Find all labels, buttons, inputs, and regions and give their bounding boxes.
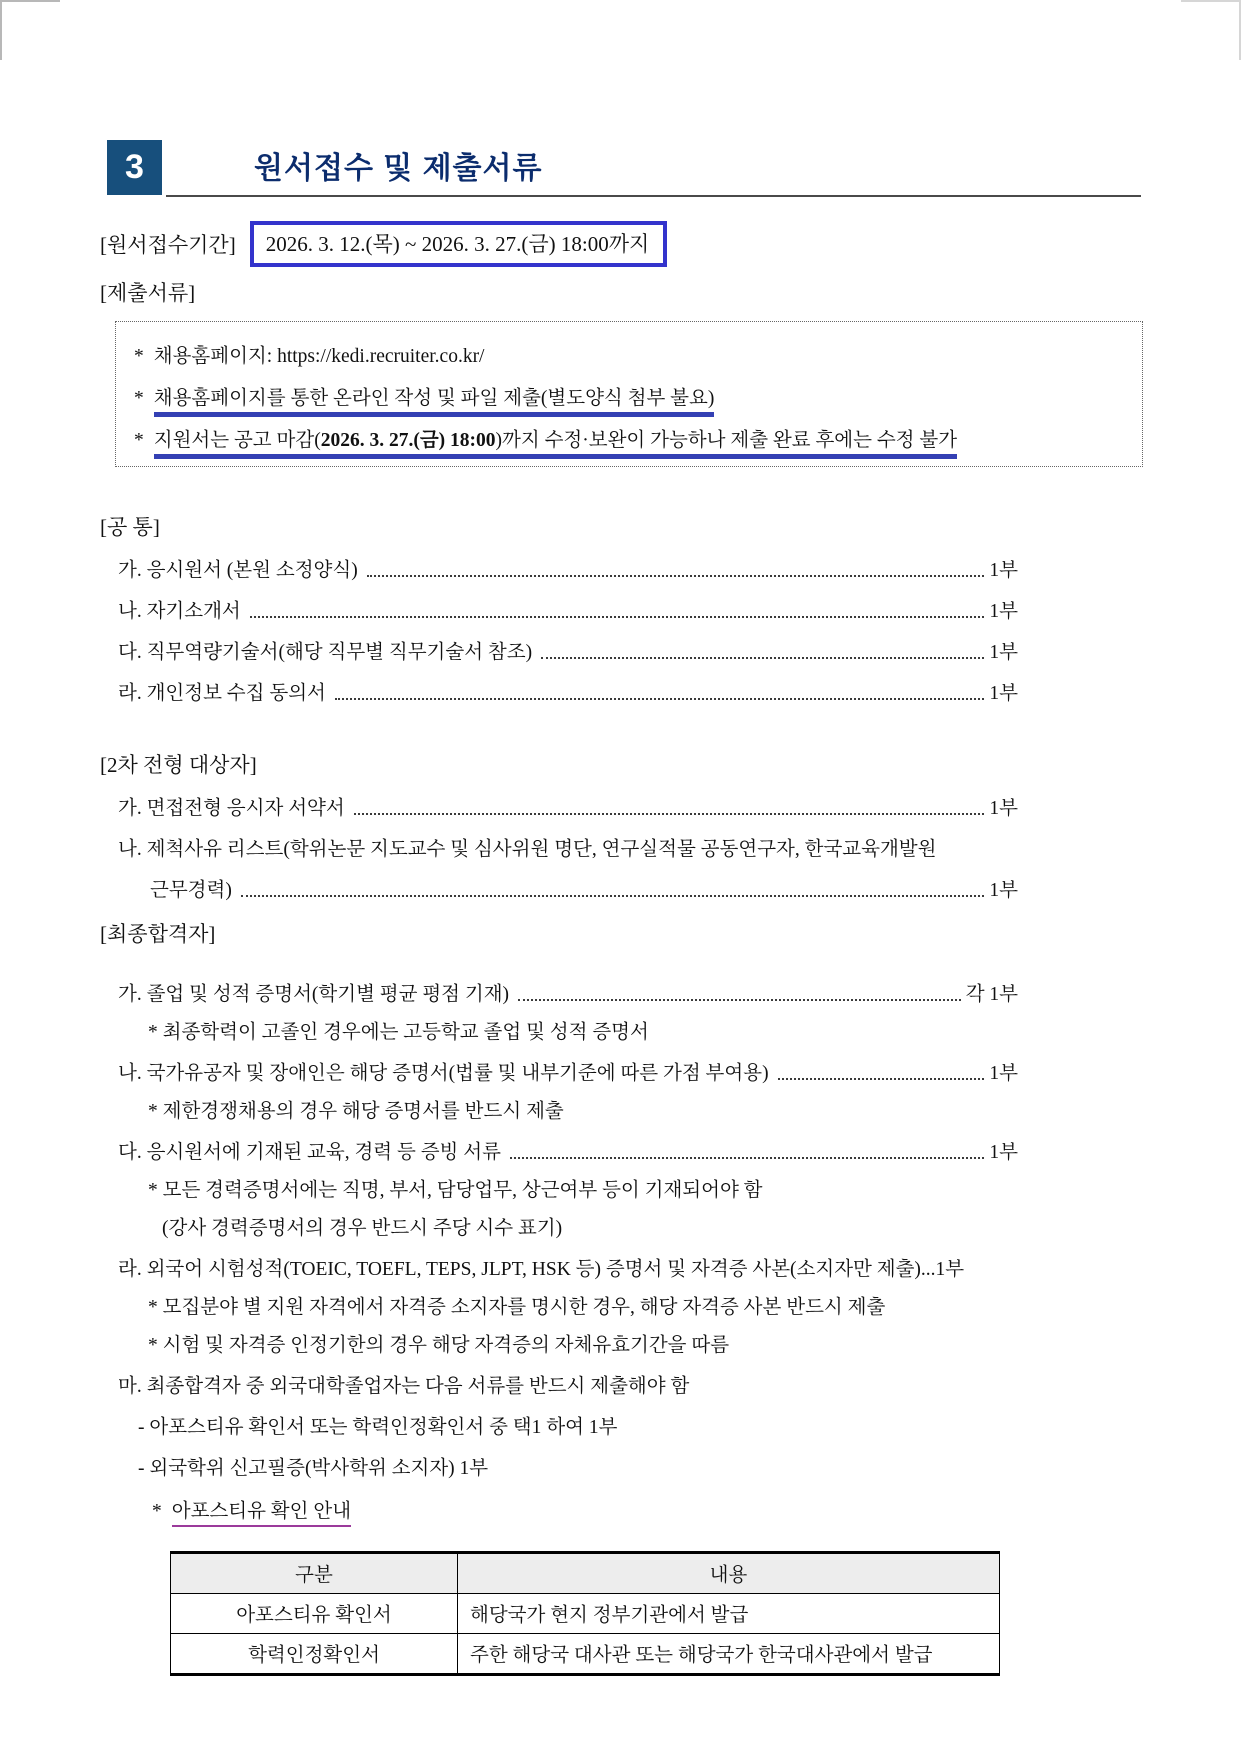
item-note: * 시험 및 자격증 인정기한의 경우 해당 자격증의 자체유효기간을 따름 (148, 1335, 730, 1356)
dot-leader (541, 657, 984, 659)
dot-leader (250, 616, 985, 618)
table-cell-desc: 해당국가 현지 정부기관에서 발급 (458, 1594, 1000, 1634)
item-note: * 모집분야 별 지원 자격에서 자격증 소지자를 명시한 경우, 해당 자격증 사본 반드시 제출 (148, 1297, 886, 1318)
notice-online-line (134, 382, 1132, 410)
item-note: * 모든 경력증명서에는 직명, 부서, 담당업무, 상근여부 등이 기재되어야 함 (148, 1180, 763, 1201)
document-item: 마. 최종합격자 중 외국대학졸업자는 다음 서류를 반드시 제출해야 함 (118, 1376, 690, 1397)
section-title: 원서접수 및 제출서류 (254, 151, 543, 185)
bullet-asterisk: * (134, 430, 144, 451)
table-row (171, 1594, 1000, 1634)
dot-leader (241, 895, 985, 897)
bullet-asterisk: * (152, 1501, 162, 1522)
section-final-title: [최종합격자] (100, 922, 216, 946)
document-item: 가. 면접전형 응시자 서약서 1부 (118, 798, 1018, 819)
item-dash-option: - 아포스티유 확인서 또는 학력인정확인서 중 택1 하여 1부 (138, 1417, 618, 1438)
table-header-row (171, 1553, 1000, 1594)
notice-deadline-line (134, 424, 1132, 452)
table-row (171, 1634, 1000, 1675)
item-note: (강사 경력증명서의 경우 반드시 주당 시수 표기) (162, 1218, 563, 1239)
item-dash-option: - 외국학위 신고필증(박사학위 소지자) 1부 (138, 1458, 489, 1479)
bullet-asterisk: * (134, 346, 144, 367)
document-item-wrapped-line1: 나. 제척사유 리스트(학위논문 지도교수 및 심사위원 명단, 연구실적물 공동연구자, 한국교육개발원 (118, 839, 937, 860)
notice-box (115, 321, 1143, 467)
section-header (107, 140, 1141, 197)
document-item: 나. 국가유공자 및 장애인은 해당 증명서(법률 및 내부기준에 따른 가점 부여용) 1부 (118, 1063, 1018, 1084)
document-item: 가. 졸업 및 성적 증명서(학기별 평균 평점 기재) 각 1부 (118, 984, 1018, 1005)
document-item: 다. 직무역량기술서(해당 직무별 직무기술서 참조) 1부 (118, 642, 1018, 663)
apostille-guide-line (152, 1495, 1018, 1523)
section-second-round (100, 749, 1018, 902)
dot-leader (778, 1078, 985, 1080)
notice-online-text: 채용홈페이지를 통한 온라인 작성 및 파일 제출(별도양식 첨부 불요) (154, 388, 715, 417)
recruit-homepage-link[interactable]: https://kedi.recruiter.co.kr/ (277, 346, 485, 367)
dot-leader (335, 698, 985, 700)
document-item: 다. 응시원서에 기재된 교육, 경력 등 증빙 서류 1부 (118, 1142, 1018, 1163)
dot-leader (367, 575, 985, 577)
page-corner-mark-left (0, 0, 60, 60)
section-title-rule (166, 140, 1141, 197)
document-item: 라. 외국어 시험성적(TOEIC, TOEFL, TEPS, JLPT, HSK 등) 증명서 및 자격증 사본(소지자만 제출)...1부 (118, 1259, 965, 1280)
document-item: 나. 자기소개서 1부 (118, 601, 1018, 622)
notice-homepage-line (134, 340, 1132, 368)
section-final (100, 918, 1018, 1523)
item-note: * 제한경쟁채용의 경우 해당 증명서를 반드시 제출 (148, 1101, 564, 1122)
document-item: 가. 응시원서 (본원 소정양식) 1부 (118, 560, 1018, 581)
apostille-guide-link[interactable]: 아포스티유 확인 안내 (172, 1501, 351, 1527)
reception-period-label: [원서접수기간] (100, 233, 236, 257)
section-common (100, 511, 1018, 705)
page-corner-mark-right (1181, 0, 1241, 60)
notice-deadline-text: 지원서는 공고 마감(2026. 3. 27.(금) 18:00)까지 수정·보완이 가능하나 제출 완료 후에는 수정 불가 (154, 430, 957, 459)
section-second-round-title: [2차 전형 대상자] (100, 753, 257, 777)
deadline-bold-date: 2026. 3. 27.(금) 18:00 (320, 430, 496, 451)
section-number-badge: 3 (107, 140, 162, 195)
table-cell-type: 아포스티유 확인서 (171, 1594, 458, 1634)
table-header-type: 구분 (171, 1553, 458, 1594)
dot-leader (510, 1157, 984, 1159)
table-header-desc: 내용 (458, 1553, 1000, 1594)
section-common-title: [공 통] (100, 515, 160, 539)
table-cell-type: 학력인정확인서 (171, 1634, 458, 1675)
apostille-table (170, 1551, 1000, 1676)
submit-docs-label: [제출서류] (100, 281, 196, 305)
document-item: 라. 개인정보 수집 동의서 1부 (118, 683, 1018, 704)
reception-period-row (100, 221, 1141, 267)
notice-homepage-label: 채용홈페이지: (153, 346, 278, 367)
dot-leader (518, 999, 961, 1001)
item-note: * 최종학력이 고졸인 경우에는 고등학교 졸업 및 성적 증명서 (148, 1022, 649, 1043)
document-item-wrapped-line2: 근무경력) 1부 (150, 880, 1018, 901)
dot-leader (354, 813, 985, 815)
bullet-asterisk: * (134, 388, 144, 409)
reception-period-value: 2026. 3. 12.(목) ~ 2026. 3. 27.(금) 18:00까지 (250, 221, 668, 267)
table-cell-desc: 주한 해당국 대사관 또는 해당국가 한국대사관에서 발급 (458, 1634, 1000, 1675)
